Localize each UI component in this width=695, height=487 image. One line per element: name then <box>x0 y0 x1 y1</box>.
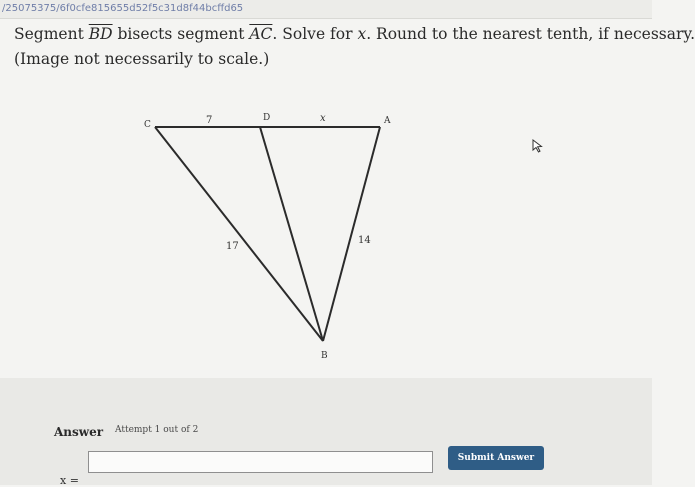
length-ab-label: 14 <box>358 235 371 246</box>
question-line <box>14 22 695 47</box>
length-da-label: x <box>320 113 326 124</box>
question-text-2: bisects segment <box>112 25 250 43</box>
address-bar[interactable] <box>0 0 652 19</box>
point-c-label: C <box>144 120 151 130</box>
attempt-counter: Attempt 1 out of 2 <box>115 425 199 435</box>
answer-input[interactable] <box>88 451 433 473</box>
segment-bd: $\overline{BD}$ <box>88 25 113 43</box>
answer-panel <box>0 378 652 485</box>
question-prompt <box>14 22 695 72</box>
point-b-label: B <box>321 351 328 361</box>
question-text-4: . Round to the nearest tenth, if necessary. <box>366 25 695 43</box>
triangle-lines <box>155 127 380 341</box>
question-text-1: Segment <box>14 25 89 43</box>
answer-heading: Answer <box>54 425 104 439</box>
question-text-3: . Solve for <box>272 25 358 43</box>
triangle-figure <box>130 105 410 375</box>
submit-answer-button[interactable]: Submit Answer <box>448 446 544 470</box>
point-a-label: A <box>384 116 391 126</box>
mouse-pointer-icon <box>532 139 544 153</box>
answer-input-label: x = <box>60 474 79 487</box>
scale-note: (Image not necessarily to scale.) <box>14 50 270 68</box>
length-cb-label: 17 <box>226 241 239 252</box>
length-cd-label: 7 <box>206 115 213 126</box>
point-d-label: D <box>263 113 271 123</box>
url-text: /25075375/6f0cfe815655d52f5c31d8f44bcffd65 <box>2 3 244 14</box>
segment-cb-line <box>155 127 323 341</box>
variable-x: x <box>357 25 367 43</box>
segment-ac: $\overline{AC}$ <box>249 25 273 43</box>
segment-bd-line <box>260 127 323 341</box>
segment-ab-line <box>323 127 380 341</box>
